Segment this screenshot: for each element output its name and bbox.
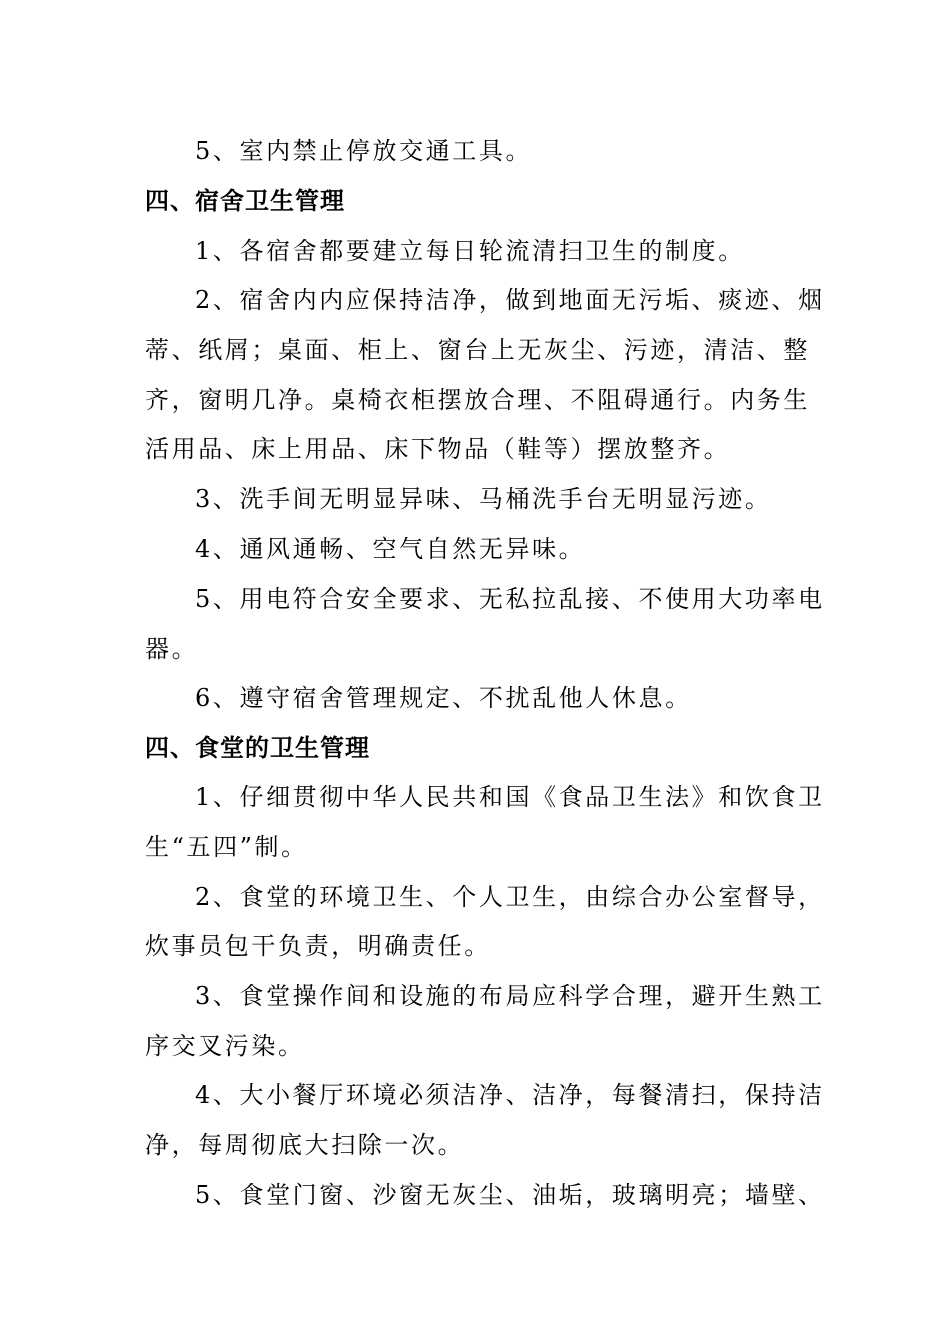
paragraph-line: 6、遵守宿舍管理规定、不扰乱他人休息。 xyxy=(195,684,692,712)
paragraph-line: 3、食堂操作间和设施的布局应科学合理，避开生熟工 xyxy=(195,982,825,1010)
paragraph-line: 活用品、床上用品、床下物品（鞋等）摆放整齐。 xyxy=(145,435,731,463)
paragraph-line: 炊事员包干负责，明确责任。 xyxy=(145,932,491,960)
paragraph-line: 净，每周彻底大扫除一次。 xyxy=(145,1131,465,1159)
paragraph-line: 齐，窗明几净。桌椅衣柜摆放合理、不阻碍通行。内务生 xyxy=(145,386,810,414)
paragraph-line: 4、通风通畅、空气自然无异味。 xyxy=(195,535,586,563)
paragraph-line: 生“五四”制。 xyxy=(145,833,308,861)
section-heading: 四、宿舍卫生管理 xyxy=(145,186,345,215)
paragraph-line: 5、用电符合安全要求、无私拉乱接、不使用大功率电 xyxy=(195,585,825,613)
paragraph-line: 1、仔细贯彻中华人民共和国《食品卫生法》和饮食卫 xyxy=(195,783,825,811)
paragraph-line: 序交叉污染。 xyxy=(145,1032,305,1060)
section-heading: 四、食堂的卫生管理 xyxy=(145,733,370,762)
paragraph-line: 3、洗手间无明显异味、马桶洗手台无明显污迹。 xyxy=(195,485,772,513)
paragraph-line: 器。 xyxy=(145,635,199,663)
paragraph-line: 蒂、纸屑；桌面、柜上、窗台上无灰尘、污迹，清洁、整 xyxy=(145,336,810,364)
paragraph-line: 2、宿舍内内应保持洁净，做到地面无污垢、痰迹、烟 xyxy=(195,286,825,314)
paragraph-line: 5、食堂门窗、沙窗无灰尘、油垢，玻璃明亮；墙壁、 xyxy=(195,1181,825,1209)
paragraph-line: 2、食堂的环境卫生、个人卫生，由综合办公室督导， xyxy=(195,883,825,911)
paragraph-line: 1、各宿舍都要建立每日轮流清扫卫生的制度。 xyxy=(195,237,745,265)
paragraph-line: 5、室内禁止停放交通工具。 xyxy=(195,137,533,165)
paragraph-line: 4、大小餐厅环境必须洁净、洁净，每餐清扫，保持洁 xyxy=(195,1081,825,1109)
